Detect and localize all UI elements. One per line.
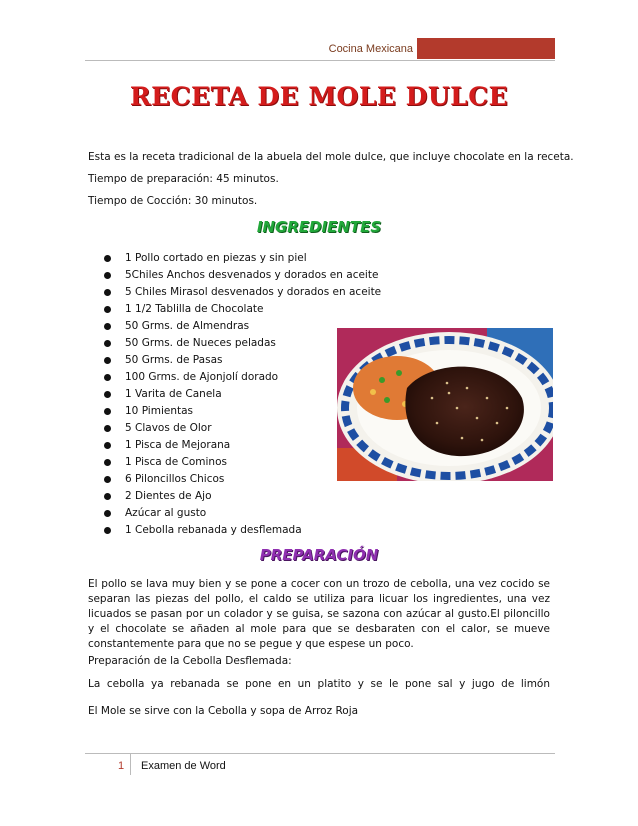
preparation-heading: PREPARACIÓN xyxy=(259,546,379,564)
list-item: 50 Grms. de Pasas xyxy=(100,352,381,369)
preparation-paragraph: El pollo se lava muy bien y se pone a cocer con un trozo de cebolla, una vez cocido se separan las piezas del pollo, el caldo se utiliza para licuar los ingredientes, una vez licuados se pasan por un colador y se guisa, se sazona con azúcar al gusto.El piloncillo y el chocolate se añaden al mole para que se desbaraten con el calor, se mueve constantemente para que no se pegue y que espese un poco. xyxy=(88,578,550,650)
bullet-icon xyxy=(104,272,111,279)
onion-text: La cebolla ya rebanada se pone en un platito y se le pone sal y jugo de limón xyxy=(88,678,550,690)
prep-time: Tiempo de preparación: 45 minutos. xyxy=(88,173,279,185)
bullet-icon xyxy=(104,476,111,483)
list-item: 1 Pisca de Cominos xyxy=(100,454,381,471)
list-item: 100 Grms. de Ajonjolí dorado xyxy=(100,369,381,386)
list-item: 50 Grms. de Almendras xyxy=(100,318,381,335)
bullet-icon xyxy=(104,357,111,364)
list-item: 1 1/2 Tablilla de Chocolate xyxy=(100,301,381,318)
list-item: 6 Piloncillos Chicos xyxy=(100,471,381,488)
serving-text: El Mole se sirve con la Cebolla y sopa de Arroz Roja xyxy=(88,705,359,717)
bullet-icon xyxy=(104,391,111,398)
document-title: RECETA DE MOLE DULCE xyxy=(129,82,509,111)
list-item: 1 Pisca de Mejorana xyxy=(100,437,381,454)
footer-text: Examen de Word xyxy=(141,760,226,772)
bullet-icon xyxy=(104,306,111,313)
bullet-icon xyxy=(104,255,111,262)
bullet-icon xyxy=(104,527,111,534)
cook-time: Tiempo de Cocción: 30 minutos. xyxy=(88,195,258,207)
footer-divider xyxy=(85,753,555,754)
list-item: 5Chiles Anchos desvenados y dorados en aceite xyxy=(100,267,381,284)
list-item: 2 Dientes de Ajo xyxy=(100,488,381,505)
page-number: 1 xyxy=(118,760,125,772)
list-item: 10 Pimientas xyxy=(100,403,381,420)
bullet-icon xyxy=(104,374,111,381)
bullet-icon xyxy=(104,289,111,296)
list-item: 1 Cebolla rebanada y desflemada xyxy=(100,522,381,539)
list-item: Azúcar al gusto xyxy=(100,505,381,522)
bullet-icon xyxy=(104,442,111,449)
bullet-icon xyxy=(104,323,111,330)
bullet-icon xyxy=(104,510,111,517)
list-item: 1 Pollo cortado en piezas y sin piel xyxy=(100,250,381,267)
header-title: Cocina Mexicana xyxy=(328,43,413,55)
bullet-icon xyxy=(104,340,111,347)
mole-dish-photo xyxy=(337,328,553,481)
bullet-icon xyxy=(104,493,111,500)
header-accent-bar xyxy=(417,38,555,59)
onion-heading: Preparación de la Cebolla Desflemada: xyxy=(88,655,292,667)
list-item: 1 Varita de Canela xyxy=(100,386,381,403)
list-item: 50 Grms. de Nueces peladas xyxy=(100,335,381,352)
bullet-icon xyxy=(104,408,111,415)
bullet-icon xyxy=(104,459,111,466)
list-item: 5 Clavos de Olor xyxy=(100,420,381,437)
intro-text: Esta es la receta tradicional de la abuela del mole dulce, que incluye chocolate en la receta. xyxy=(88,151,574,163)
bullet-icon xyxy=(104,425,111,432)
list-item: 5 Chiles Mirasol desvenados y dorados en aceite xyxy=(100,284,381,301)
page-header xyxy=(85,38,555,61)
ingredients-heading: INGREDIENTES xyxy=(256,218,382,236)
